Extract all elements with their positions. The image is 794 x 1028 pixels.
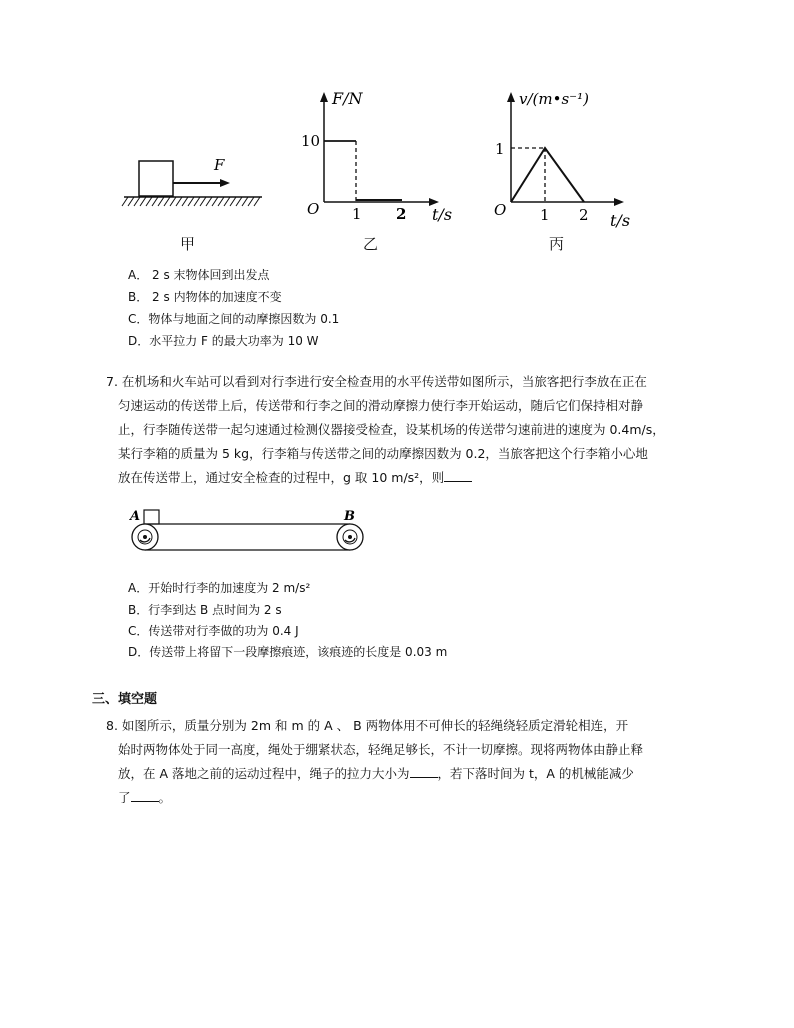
- q7-option-b[interactable]: B．行李到达 B 点时间为 2 s: [128, 603, 282, 617]
- q7-line-5-text: 放在传送带上，通过安全检查的过程中，g 取 10 m/s²，则: [118, 470, 445, 485]
- q8-line-2: 始时两物体处于同一高度，绳处于绷紧状态，轻绳足够长，不计一切摩擦。现将两物体由静止释: [118, 742, 644, 757]
- q7-line-2: 匀速运动的传送带上后，传送带和行李之间的滑动摩擦力使行李开始运动，随后它们保持相对静: [118, 398, 644, 413]
- hatch-mark: [248, 197, 254, 206]
- q8-tension-blank[interactable]: [410, 765, 438, 778]
- hatch-mark: [128, 197, 134, 206]
- q8-energy-blank[interactable]: [131, 789, 159, 802]
- q7-question: [106, 370, 718, 490]
- q7-option-d[interactable]: D．传送带上将留下一段摩擦痕迹，该痕迹的长度是 0.03 m: [128, 645, 448, 659]
- hatch-mark: [122, 197, 128, 206]
- q7-answer-blank[interactable]: [444, 469, 472, 482]
- hatch-mark: [230, 197, 236, 206]
- velocity-line: [511, 148, 584, 202]
- q7-line-4: 某行李箱的质量为 5 kg，行李箱与传送带之间的动摩擦因数为 0.2，当旅客把这个行李箱小心地: [118, 446, 648, 461]
- x-tick-label-1: 1: [540, 206, 550, 224]
- point-b-label: B: [344, 509, 355, 524]
- q7-line-5: [118, 466, 718, 490]
- figure-yi-chart: [298, 88, 460, 228]
- hatch-mark: [224, 197, 230, 206]
- y-axis-arrow: [320, 92, 328, 102]
- q7-line-1: 7. 在机场和火车站可以看到对行李进行安全检查用的水平传送带如图所示，当旅客把行李放在正在: [106, 374, 647, 389]
- y-tick-label: 1: [495, 140, 505, 158]
- q7-option-a[interactable]: A．开始时行李的加速度为 2 m/s²: [128, 581, 311, 595]
- hatch-mark: [194, 197, 200, 206]
- hatch-mark: [170, 197, 176, 206]
- q8-line-3: [118, 762, 718, 786]
- y-axis-label: v/(m•s⁻¹): [519, 90, 589, 108]
- q6-option-c[interactable]: C．物体与地面之间的动摩擦因数为 0.1: [128, 312, 340, 326]
- figure-bing-label: 丙: [549, 235, 565, 253]
- hatch-mark: [212, 197, 218, 206]
- q8-line-4: [118, 786, 718, 810]
- left-roller-axle: [143, 535, 147, 539]
- section-3-title: 三、填空题: [92, 692, 158, 707]
- q8-line-4-text: 了: [118, 790, 131, 805]
- x-axis-label: t/s: [610, 211, 631, 230]
- hatch-mark: [188, 197, 194, 206]
- q6-option-d[interactable]: D．水平拉力 F 的最大功率为 10 W: [128, 334, 319, 348]
- q8-line-3-text: 放，在 A 落地之前的运动过程中，绳子的拉力大小为: [118, 766, 410, 781]
- ground-hatching: [122, 197, 260, 206]
- figure-jia-label: 甲: [180, 235, 196, 253]
- conveyor-figure: [124, 504, 370, 554]
- x-axis-label: t/s: [432, 205, 453, 224]
- hatch-mark: [182, 197, 188, 206]
- hatch-mark: [158, 197, 164, 206]
- hatch-mark: [254, 197, 260, 206]
- force-arrowhead: [220, 179, 230, 187]
- luggage-box: [144, 510, 159, 524]
- force-label: F: [214, 156, 225, 174]
- hatch-mark: [242, 197, 248, 206]
- q6-option-a[interactable]: A． 2 s 末物体回到出发点: [128, 268, 270, 282]
- block: [139, 161, 173, 196]
- hatch-mark: [200, 197, 206, 206]
- q6-option-b[interactable]: B． 2 s 内物体的加速度不变: [128, 290, 282, 304]
- hatch-mark: [140, 197, 146, 206]
- figure-yi-label: 乙: [363, 235, 379, 253]
- y-axis-label: F/N: [332, 89, 363, 108]
- figure-jia: [118, 150, 268, 216]
- hatch-mark: [206, 197, 212, 206]
- hatch-mark: [176, 197, 182, 206]
- hatch-mark: [134, 197, 140, 206]
- y-tick-label: 10: [301, 132, 321, 150]
- origin-label: O: [494, 201, 507, 219]
- hatch-mark: [218, 197, 224, 206]
- hatch-mark: [236, 197, 242, 206]
- q7-option-c[interactable]: C．传送带对行李做的功为 0.4 J: [128, 624, 299, 638]
- x-tick-label-1: 1: [352, 205, 362, 223]
- hatch-mark: [164, 197, 170, 206]
- q8-question: [106, 714, 718, 810]
- x-tick-label-2: 2: [579, 206, 589, 224]
- hatch-mark: [152, 197, 158, 206]
- figure-bing-chart: [488, 88, 640, 230]
- q8-line-3-rest: ，若下落时间为 t，A 的机械能减少: [437, 766, 634, 781]
- point-a-label: A: [130, 509, 141, 524]
- hatch-mark: [146, 197, 152, 206]
- q8-line-4-end: 。: [158, 790, 172, 805]
- x-axis-arrow: [614, 198, 624, 206]
- q7-line-3: 止，行李随传送带一起匀速通过检测仪器接受检查，设某机场的传送带匀速前进的速度为 0.4m/s，: [118, 422, 665, 437]
- q8-line-1: 8. 如图所示，质量分别为 2m 和 m 的 A 、 B 两物体用不可伸长的轻绳绕轻质定滑轮相连，开: [106, 718, 629, 733]
- x-tick-label-2: 2: [396, 205, 407, 223]
- right-roller-axle: [348, 535, 352, 539]
- y-axis-arrow: [507, 92, 515, 102]
- origin-label: O: [307, 200, 320, 218]
